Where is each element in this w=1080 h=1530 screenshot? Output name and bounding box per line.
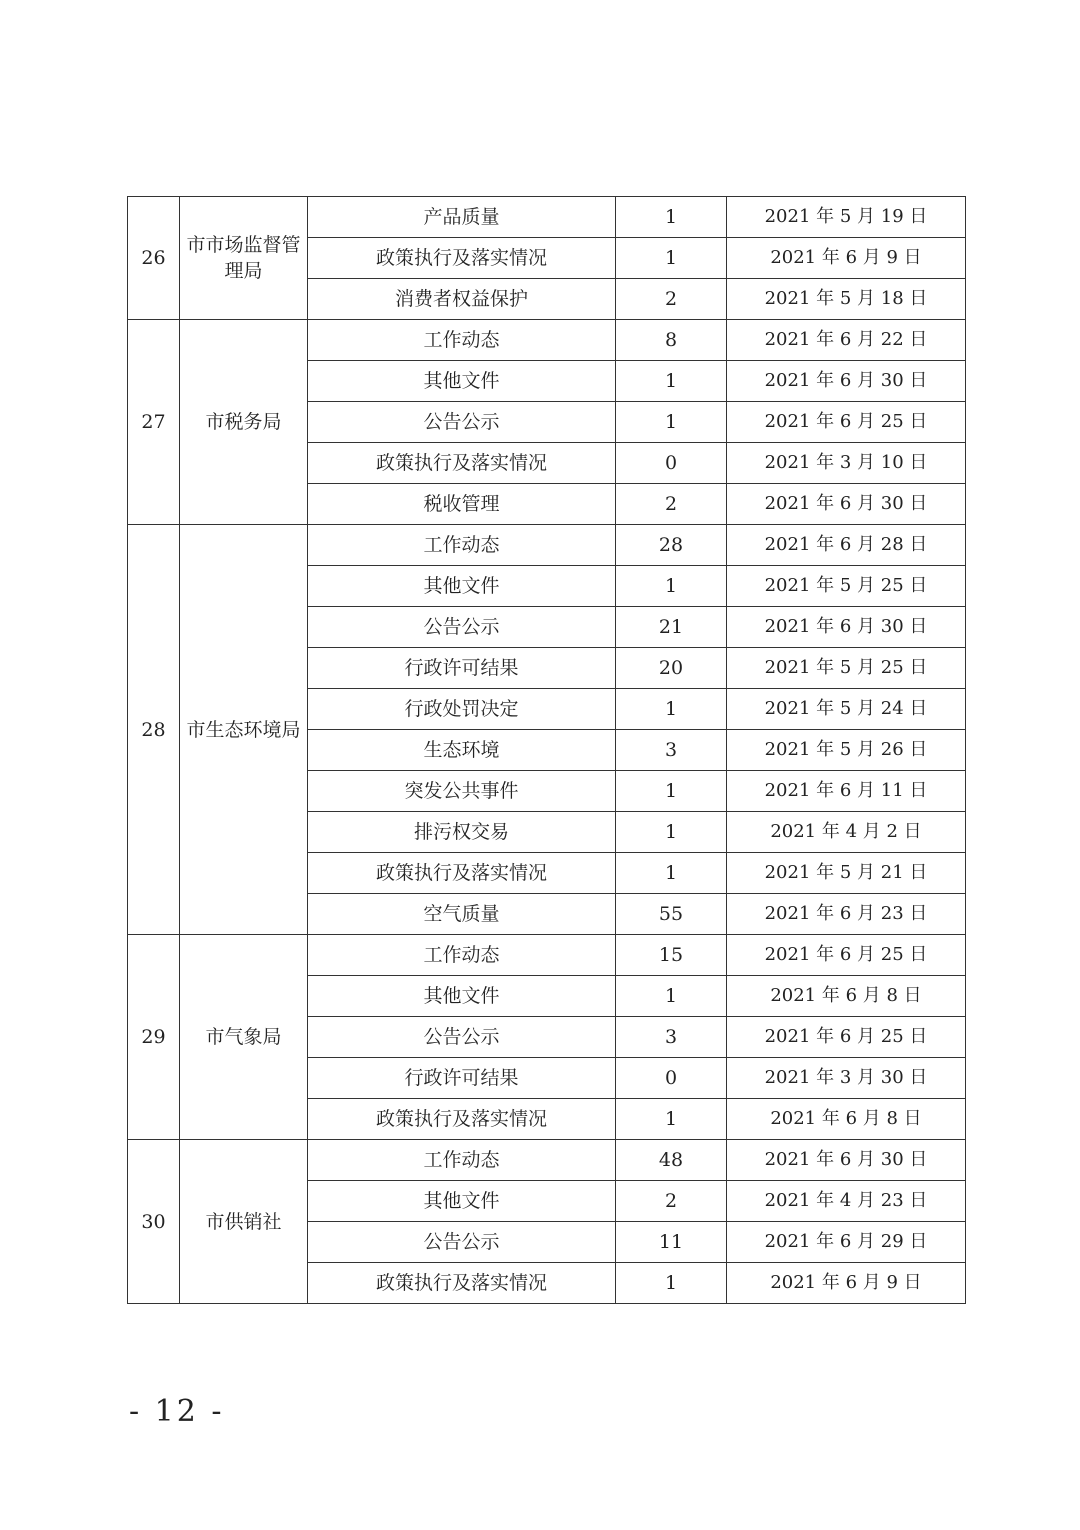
count-cell: 1 bbox=[616, 771, 727, 812]
category-cell: 行政许可结果 bbox=[308, 648, 616, 689]
group-number: 26 bbox=[128, 197, 180, 320]
count-cell: 1 bbox=[616, 1099, 727, 1140]
department-name bbox=[180, 197, 308, 320]
date-cell: 2021 年 5 月 25 日 bbox=[727, 566, 966, 607]
date-cell: 2021 年 5 月 25 日 bbox=[727, 648, 966, 689]
category-cell: 税收管理 bbox=[308, 484, 616, 525]
category-cell: 空气质量 bbox=[308, 894, 616, 935]
date-cell: 2021 年 6 月 8 日 bbox=[727, 976, 966, 1017]
category-cell: 政策执行及落实情况 bbox=[308, 853, 616, 894]
count-cell: 1 bbox=[616, 689, 727, 730]
category-cell: 工作动态 bbox=[308, 1140, 616, 1181]
page-number: - 12 - bbox=[129, 1394, 225, 1429]
department-name-text: 市供销社 bbox=[205, 1210, 282, 1233]
table-body bbox=[128, 197, 966, 1304]
group-number: 30 bbox=[128, 1140, 180, 1304]
count-cell: 55 bbox=[616, 894, 727, 935]
count-cell: 2 bbox=[616, 484, 727, 525]
category-cell: 政策执行及落实情况 bbox=[308, 1099, 616, 1140]
count-cell: 11 bbox=[616, 1222, 727, 1263]
category-cell: 公告公示 bbox=[308, 402, 616, 443]
date-cell: 2021 年 6 月 28 日 bbox=[727, 525, 966, 566]
date-cell: 2021 年 6 月 9 日 bbox=[727, 238, 966, 279]
count-cell: 48 bbox=[616, 1140, 727, 1181]
date-cell: 2021 年 5 月 18 日 bbox=[727, 279, 966, 320]
date-cell: 2021 年 6 月 8 日 bbox=[727, 1099, 966, 1140]
count-cell: 1 bbox=[616, 197, 727, 238]
date-cell: 2021 年 3 月 10 日 bbox=[727, 443, 966, 484]
count-cell: 2 bbox=[616, 1181, 727, 1222]
category-cell: 公告公示 bbox=[308, 1017, 616, 1058]
count-cell: 15 bbox=[616, 935, 727, 976]
category-cell: 其他文件 bbox=[308, 976, 616, 1017]
department-name-text: 市气象局 bbox=[205, 1026, 282, 1048]
table-row bbox=[128, 525, 966, 566]
table-row bbox=[128, 197, 966, 238]
department-name bbox=[180, 935, 308, 1140]
date-cell: 2021 年 4 月 2 日 bbox=[727, 812, 966, 853]
date-cell: 2021 年 6 月 30 日 bbox=[727, 607, 966, 648]
count-cell: 21 bbox=[616, 607, 727, 648]
category-cell: 其他文件 bbox=[308, 566, 616, 607]
department-name-text: 市市场监督管理局 bbox=[186, 234, 301, 282]
department-name-text: 市税务局 bbox=[205, 411, 282, 433]
table-row bbox=[128, 1140, 966, 1181]
category-cell: 公告公示 bbox=[308, 607, 616, 648]
group-number: 28 bbox=[128, 525, 180, 935]
category-cell: 政策执行及落实情况 bbox=[308, 443, 616, 484]
count-cell: 20 bbox=[616, 648, 727, 689]
category-cell: 行政许可结果 bbox=[308, 1058, 616, 1099]
count-cell: 1 bbox=[616, 812, 727, 853]
table-row bbox=[128, 935, 966, 976]
category-cell: 突发公共事件 bbox=[308, 771, 616, 812]
date-cell: 2021 年 6 月 11 日 bbox=[727, 771, 966, 812]
date-cell: 2021 年 5 月 24 日 bbox=[727, 689, 966, 730]
category-cell: 生态环境 bbox=[308, 730, 616, 771]
date-cell: 2021 年 6 月 30 日 bbox=[727, 484, 966, 525]
count-cell: 1 bbox=[616, 566, 727, 607]
category-cell: 政策执行及落实情况 bbox=[308, 1263, 616, 1304]
count-cell: 0 bbox=[616, 1058, 727, 1099]
department-name bbox=[180, 525, 308, 935]
category-cell: 工作动态 bbox=[308, 935, 616, 976]
disclosure-table bbox=[127, 196, 966, 1304]
group-number: 29 bbox=[128, 935, 180, 1140]
date-cell: 2021 年 6 月 23 日 bbox=[727, 894, 966, 935]
count-cell: 8 bbox=[616, 320, 727, 361]
category-cell: 工作动态 bbox=[308, 320, 616, 361]
date-cell: 2021 年 3 月 30 日 bbox=[727, 1058, 966, 1099]
category-cell: 公告公示 bbox=[308, 1222, 616, 1263]
category-cell: 政策执行及落实情况 bbox=[308, 238, 616, 279]
date-cell: 2021 年 6 月 25 日 bbox=[727, 1017, 966, 1058]
department-name bbox=[180, 320, 308, 525]
date-cell: 2021 年 6 月 9 日 bbox=[727, 1263, 966, 1304]
count-cell: 2 bbox=[616, 279, 727, 320]
count-cell: 1 bbox=[616, 976, 727, 1017]
count-cell: 0 bbox=[616, 443, 727, 484]
department-name-text: 市生态环境局 bbox=[186, 718, 301, 741]
group-number: 27 bbox=[128, 320, 180, 525]
count-cell: 1 bbox=[616, 238, 727, 279]
date-cell: 2021 年 6 月 30 日 bbox=[727, 361, 966, 402]
date-cell: 2021 年 5 月 26 日 bbox=[727, 730, 966, 771]
count-cell: 1 bbox=[616, 1263, 727, 1304]
category-cell: 其他文件 bbox=[308, 1181, 616, 1222]
category-cell: 工作动态 bbox=[308, 525, 616, 566]
category-cell: 排污权交易 bbox=[308, 812, 616, 853]
department-name bbox=[180, 1140, 308, 1304]
date-cell: 2021 年 4 月 23 日 bbox=[727, 1181, 966, 1222]
category-cell: 产品质量 bbox=[308, 197, 616, 238]
count-cell: 28 bbox=[616, 525, 727, 566]
category-cell: 其他文件 bbox=[308, 361, 616, 402]
count-cell: 3 bbox=[616, 1017, 727, 1058]
count-cell: 3 bbox=[616, 730, 727, 771]
date-cell: 2021 年 5 月 19 日 bbox=[727, 197, 966, 238]
category-cell: 消费者权益保护 bbox=[308, 279, 616, 320]
count-cell: 1 bbox=[616, 402, 727, 443]
date-cell: 2021 年 6 月 29 日 bbox=[727, 1222, 966, 1263]
date-cell: 2021 年 6 月 25 日 bbox=[727, 402, 966, 443]
date-cell: 2021 年 5 月 21 日 bbox=[727, 853, 966, 894]
table-row bbox=[128, 320, 966, 361]
count-cell: 1 bbox=[616, 361, 727, 402]
date-cell: 2021 年 6 月 25 日 bbox=[727, 935, 966, 976]
date-cell: 2021 年 6 月 30 日 bbox=[727, 1140, 966, 1181]
count-cell: 1 bbox=[616, 853, 727, 894]
date-cell: 2021 年 6 月 22 日 bbox=[727, 320, 966, 361]
category-cell: 行政处罚决定 bbox=[308, 689, 616, 730]
